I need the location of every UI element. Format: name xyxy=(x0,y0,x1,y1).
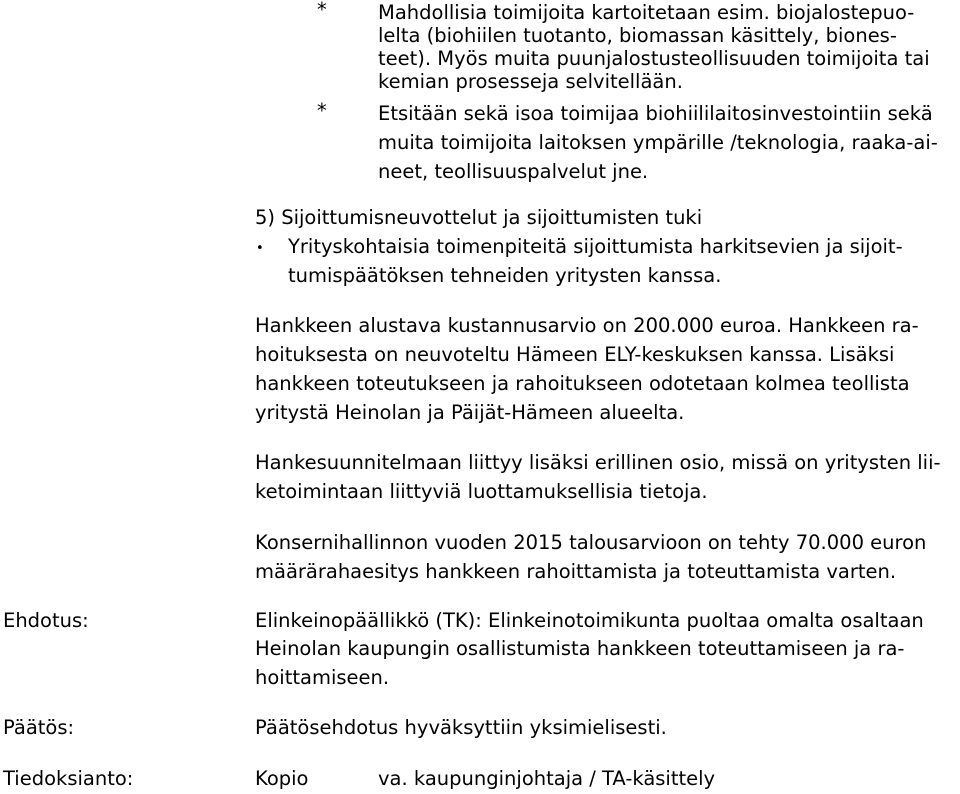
ehdotus-line: Elinkeinopäällikkö (TK): Elinkeinotoimikunta puoltaa omalta osaltaan xyxy=(255,609,924,632)
tiedoksianto-label: Tiedoksianto: xyxy=(3,767,134,790)
section-heading: 5) Sijoittumisneuvottelut ja sijoittumisten tuki xyxy=(255,206,703,229)
bullet-line: kemian prosesseja selvitellään. xyxy=(378,70,683,93)
paragraph-line: Konsernihallinnon vuoden 2015 talousarvioon on tehty 70.000 euron xyxy=(255,531,927,554)
ehdotus-line: Heinolan kaupungin osallistumista hankkeen toteuttamiseen ja ra- xyxy=(255,637,905,660)
paragraph-line: määrärahaesitys hankkeen rahoittamista ja toteuttamista varten. xyxy=(255,560,897,583)
bullet-line: muita toimijoita laitoksen ympärille /teknologia, raaka-ai- xyxy=(378,131,938,154)
bullet-dot: • xyxy=(256,241,264,256)
bullet-line: Yrityskohtaisia toimenpiteitä sijoittumista harkitsevien ja sijoit- xyxy=(288,235,903,258)
bullet-marker: * xyxy=(317,0,327,21)
paragraph-line: hankkeen toteutukseen ja rahoitukseen odotetaan kolmea teollista xyxy=(255,372,910,395)
bullet-line: tumispäätöksen tehneiden yritysten kanssa. xyxy=(288,264,722,287)
ehdotus-label: Ehdotus: xyxy=(3,609,89,632)
ehdotus-line: hoittamiseen. xyxy=(255,666,390,689)
tiedoksianto-text: va. kaupunginjohtaja / TA-käsittely xyxy=(378,767,716,790)
bullet-line: lelta (biohiilen tuotanto, biomassan käsittely, biones- xyxy=(378,24,897,47)
paatos-label: Päätös: xyxy=(3,716,75,739)
paragraph-line: yritystä Heinolan ja Päijät-Hämeen alueelta. xyxy=(255,401,685,424)
bullet-line: teet). Myös muita puunjalostusteollisuuden toimijoita tai xyxy=(378,47,930,70)
bullet-marker: * xyxy=(317,99,327,122)
kopio-label: Kopio xyxy=(255,767,309,790)
paragraph-line: Hankesuunnitelmaan liittyy lisäksi erillinen osio, missä on yritysten lii- xyxy=(255,451,941,474)
paatos-text: Päätösehdotus hyväksyttiin yksimielisesti. xyxy=(255,716,667,739)
paragraph-line: Hankkeen alustava kustannusarvio on 200.000 euroa. Hankkeen ra- xyxy=(255,314,919,337)
bullet-line: Etsitään sekä isoa toimijaa biohiililaitosinvestointiin sekä xyxy=(378,102,933,125)
bullet-line: Mahdollisia toimijoita kartoitetaan esim. biojalostepuo- xyxy=(378,1,915,24)
paragraph-line: hoituksesta on neuvoteltu Hämeen ELY-keskuksen kanssa. Lisäksi xyxy=(255,343,895,366)
bullet-line: neet, teollisuuspalvelut jne. xyxy=(378,160,649,183)
paragraph-line: ketoimintaan liittyviä luottamuksellisia tietoja. xyxy=(255,480,708,503)
